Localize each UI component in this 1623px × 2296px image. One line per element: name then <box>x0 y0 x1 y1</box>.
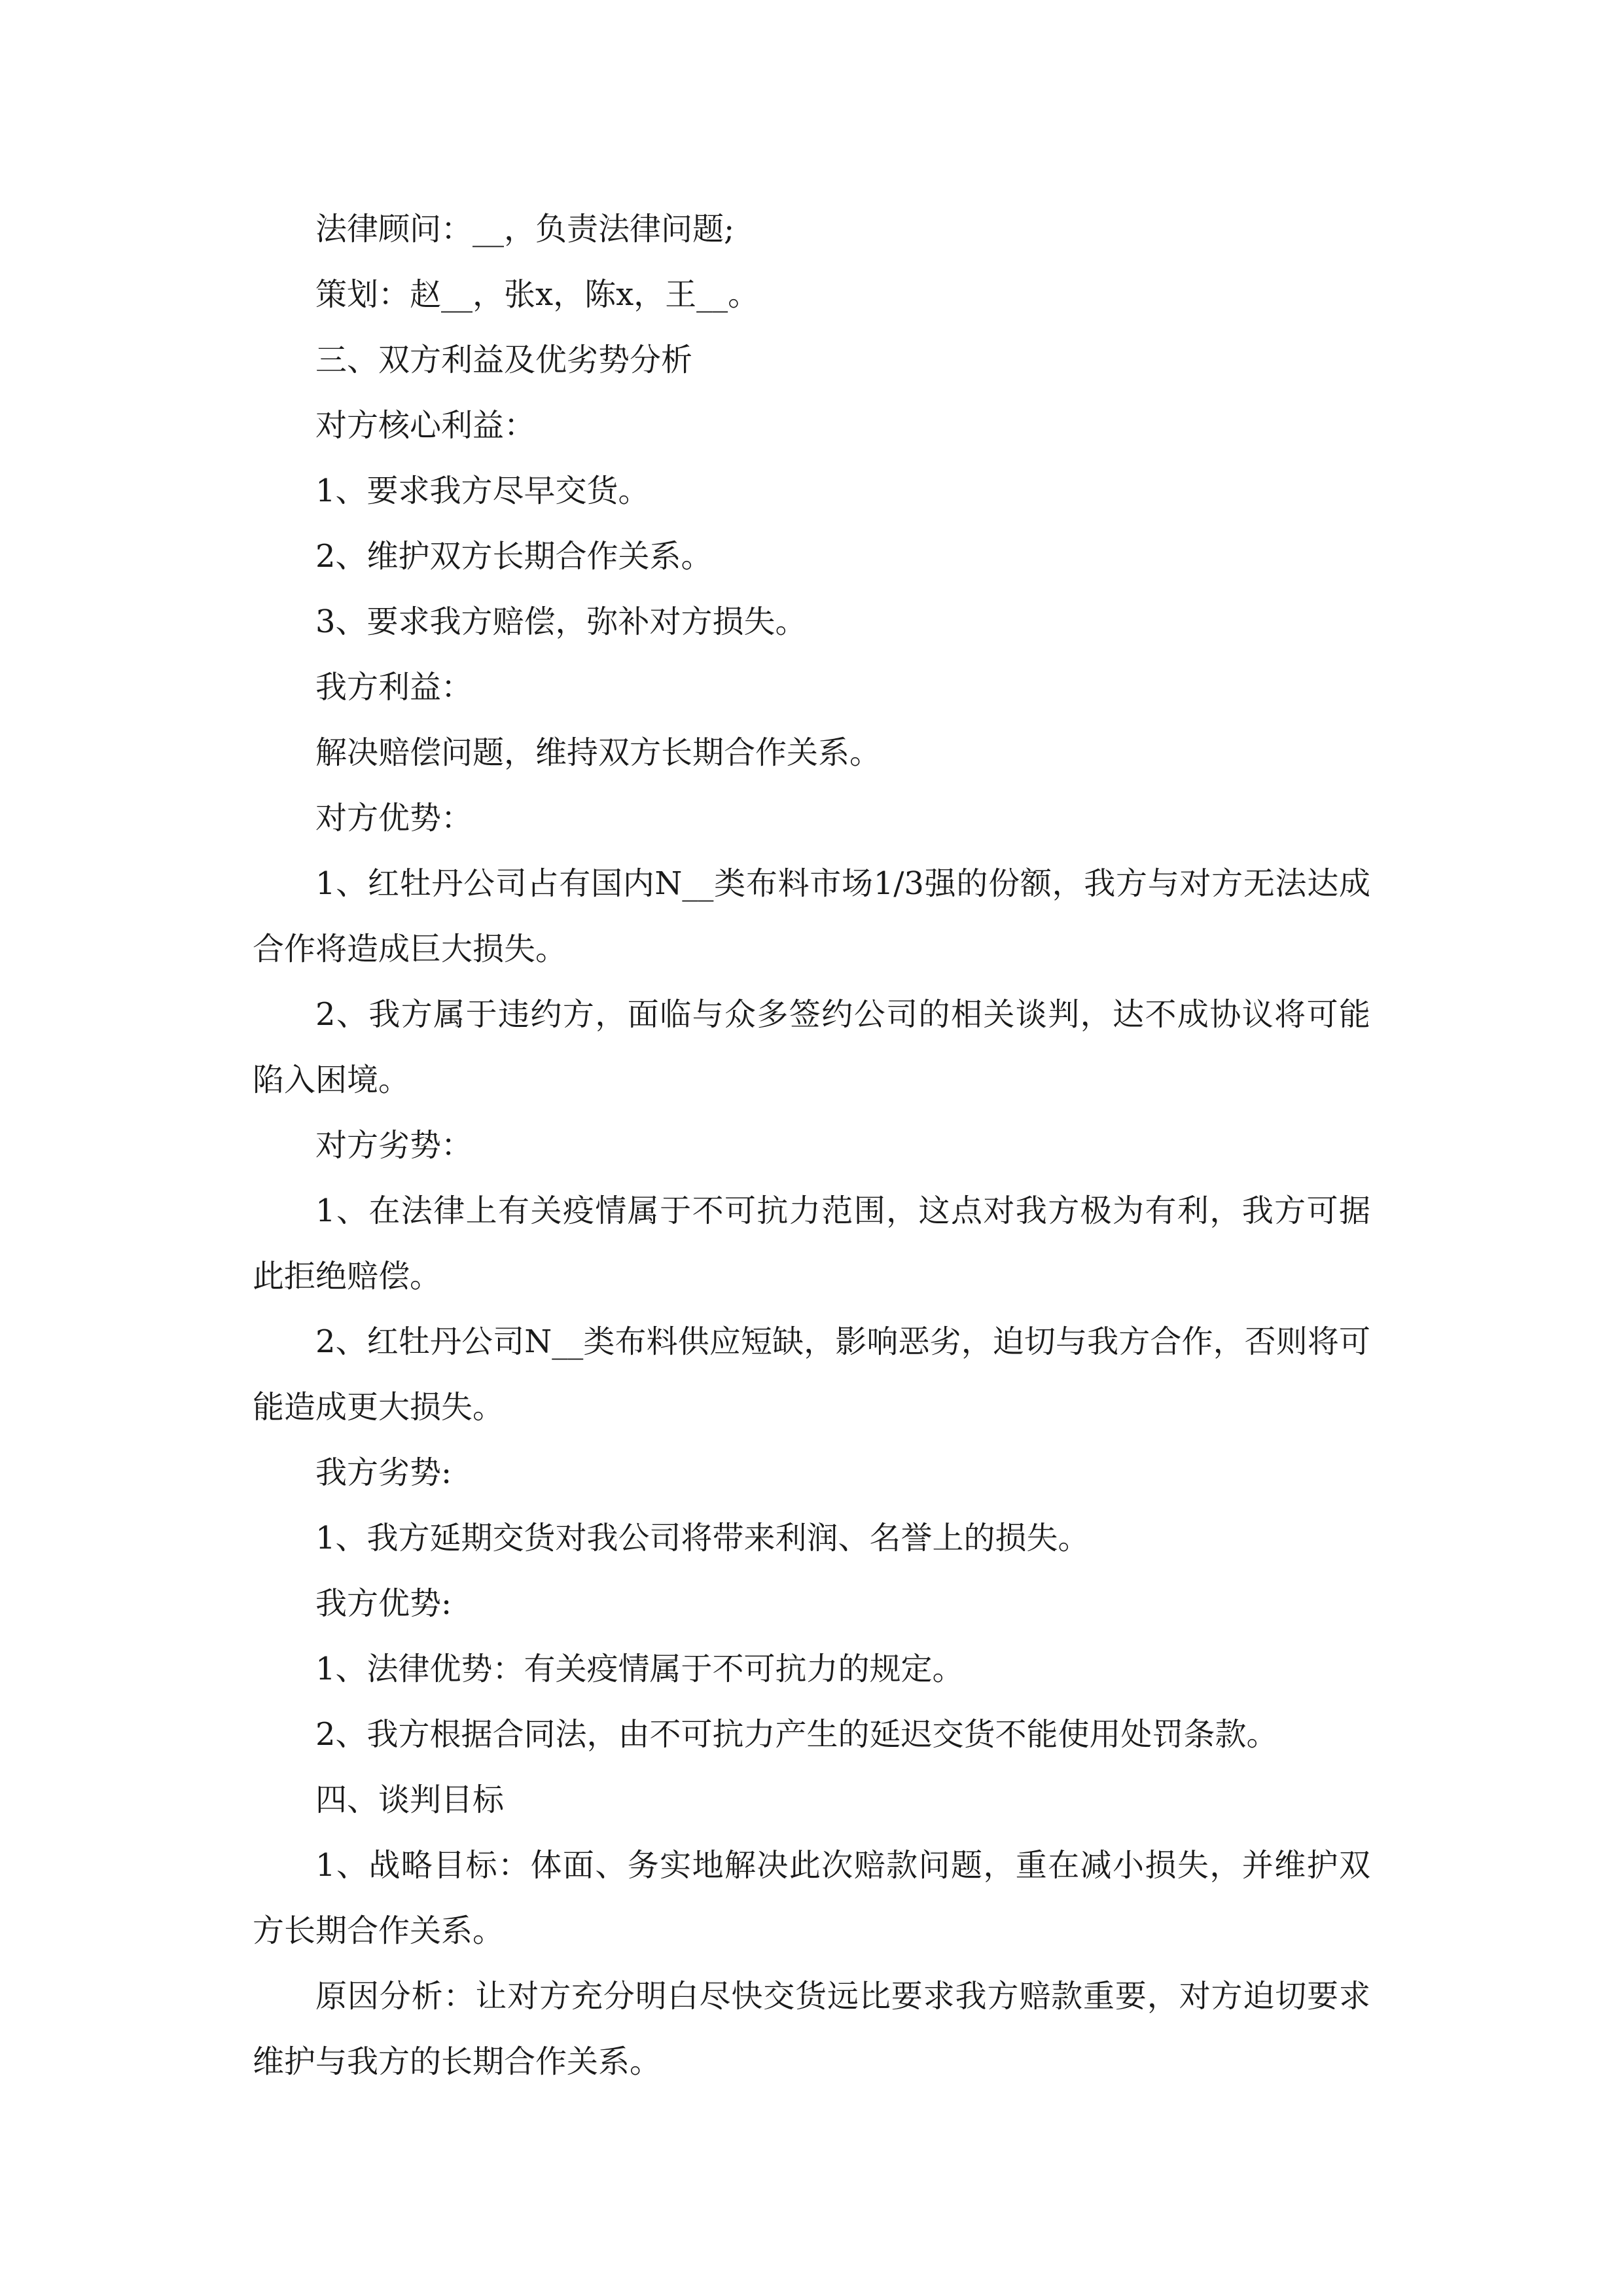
list-item: 1、要求我方尽早交货。 <box>315 473 650 509</box>
paragraph-other-advantages-label: 对方优势： <box>315 800 473 836</box>
list-item: 1、法律优势：有关疫情属于不可抗力的规定。 <box>315 1651 964 1687</box>
section-heading-interests: 三、双方利益及优劣势分析 <box>315 342 693 378</box>
paragraph-planning: 策划：赵__，张x，陈x，王__。 <box>315 276 760 313</box>
list-item: 3、要求我方赔偿，弥补对方损失。 <box>315 603 807 640</box>
list-item: 1、红牡丹公司占有国内N__类布料市场1/3强的份额，我方与对方无法达成合作将造成巨大损失。 <box>253 865 1370 967</box>
paragraph-other-core-interests-label: 对方核心利益： <box>315 407 536 444</box>
list-item: 2、我方属于违约方，面临与众多签约公司的相关谈判，达不成协议将可能陷入困境。 <box>253 996 1370 1098</box>
section-heading-goals: 四、谈判目标 <box>315 1782 505 1818</box>
list-item: 1、我方延期交货对我公司将带来利润、名誉上的损失。 <box>315 1520 1090 1556</box>
paragraph-legal-advisor: 法律顾问：__，负责法律问题; <box>315 211 735 247</box>
list-item: 2、维护双方长期合作关系。 <box>315 538 713 575</box>
document-body <box>253 196 1370 2094</box>
list-item: 1、战略目标：体面、务实地解决此次赔款问题，重在减小损失，并维护双方长期合作关系。 <box>253 1847 1370 1949</box>
paragraph-our-advantages-label: 我方优势: <box>315 1585 452 1622</box>
list-item: 1、在法律上有关疫情属于不可抗力范围，这点对我方极为有利，我方可据此拒绝赔偿。 <box>253 1193 1370 1295</box>
paragraph-our-disadvantages-label: 我方劣势: <box>315 1454 452 1491</box>
list-item: 2、红牡丹公司N__类布料供应短缺，影响恶劣，迫切与我方合作，否则将可能造成更大损失。 <box>253 1323 1370 1426</box>
paragraph-other-disadvantages-label: 对方劣势： <box>315 1127 473 1164</box>
list-item: 2、我方根据合同法，由不可抗力产生的延迟交货不能使用处罚条款。 <box>315 1716 1278 1753</box>
paragraph-reason-analysis: 原因分析：让对方充分明白尽快交货远比要求我方赔款重要，对方迫切要求维护与我方的长期合作关系。 <box>253 1978 1370 2080</box>
paragraph-our-interests-label: 我方利益： <box>315 669 473 706</box>
paragraph-our-interests: 解决赔偿问题，维持双方长期合作关系。 <box>315 734 882 771</box>
